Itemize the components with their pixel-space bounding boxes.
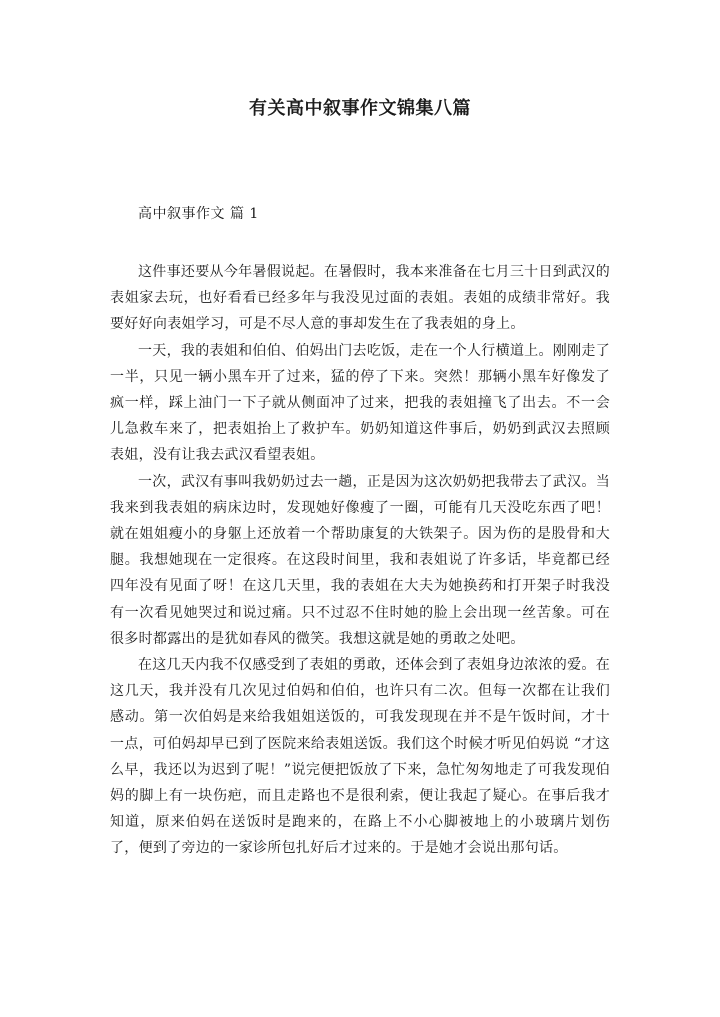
section-heading: 高中叙事作文 篇 1 <box>138 206 259 222</box>
paragraph-3: 一次，武汉有事叫我奶奶过去一趟，正是因为这次奶奶把我带去了武汉。当我来到我表姐的病床边时，发现她好像瘦了一圈，可能有几天没吃东西了吧！就在姐姐瘦小的身躯上还放着一个帮助康复的大铁架子。因为伤的是股骨和大腿。我想她现在一定很疼。在这段时间里，我和表姐说了许多话，毕竟都已经四年没有见面了呀！在这几天里，我的表姐在大夫为她换药和打开架子时我没有一次看见她哭过和说过痛。只不过忍不住时她的脸上会出现一丝苦象。可在很多时都露出的是犹如春风的微笑。我想这就是她的勇敢之处吧。 <box>110 473 610 647</box>
paragraph-1: 这件事还要从今年暑假说起。在暑假时，我本来准备在七月三十日到武汉的表姐家去玩，也好看看已经多年与我没见过面的表姐。表姐的成绩非常好。我要好好向表姐学习，可是不尽人意的事却发生在了我表姐的身上。 <box>110 264 610 333</box>
paragraph-2: 一天，我的表姐和伯伯、伯妈出门去吃饭，走在一个人行横道上。刚刚走了一半，只见一辆小黑车开了过来，猛的停了下来。突然！那辆小黑车好像发了疯一样，踩上油门一下子就从侧面冲了过来，把我的表姐撞飞了出去。不一会儿急救车来了，把表姐抬上了救护车。奶奶知道这件事后，奶奶到武汉去照顾表姐，没有让我去武汉看望表姐。 <box>110 342 610 464</box>
article-body <box>110 259 610 862</box>
paragraph-4: 在这几天内我不仅感受到了表姐的勇敢，还体会到了表姐身边浓浓的爱。在这几天，我并没有几次见过伯妈和伯伯，也许只有二次。但每一次都在让我们感动。第一次伯妈是来给我姐姐送饭的，可我发现现在并不是午饭时间，才十一点，可伯妈却早已到了医院来给表姐送饭。我们这个时候才听见伯妈说 “才这么早，我还以为迟到了呢！”说完便把饭放了下来，急忙匆匆地走了可我发现伯妈的脚上有一块伤疤，而且走路也不是很利索，便让我起了疑心。在事后我才知道，原来伯妈在送饭时是跑来的，在路上不小心脚被地上的小玻璃片划伤了，便到了旁边的一家诊所包扎好后才过来的。于是她才会说出那句话。 <box>110 657 610 857</box>
document-title: 有关高中叙事作文锦集八篇 <box>249 98 471 119</box>
